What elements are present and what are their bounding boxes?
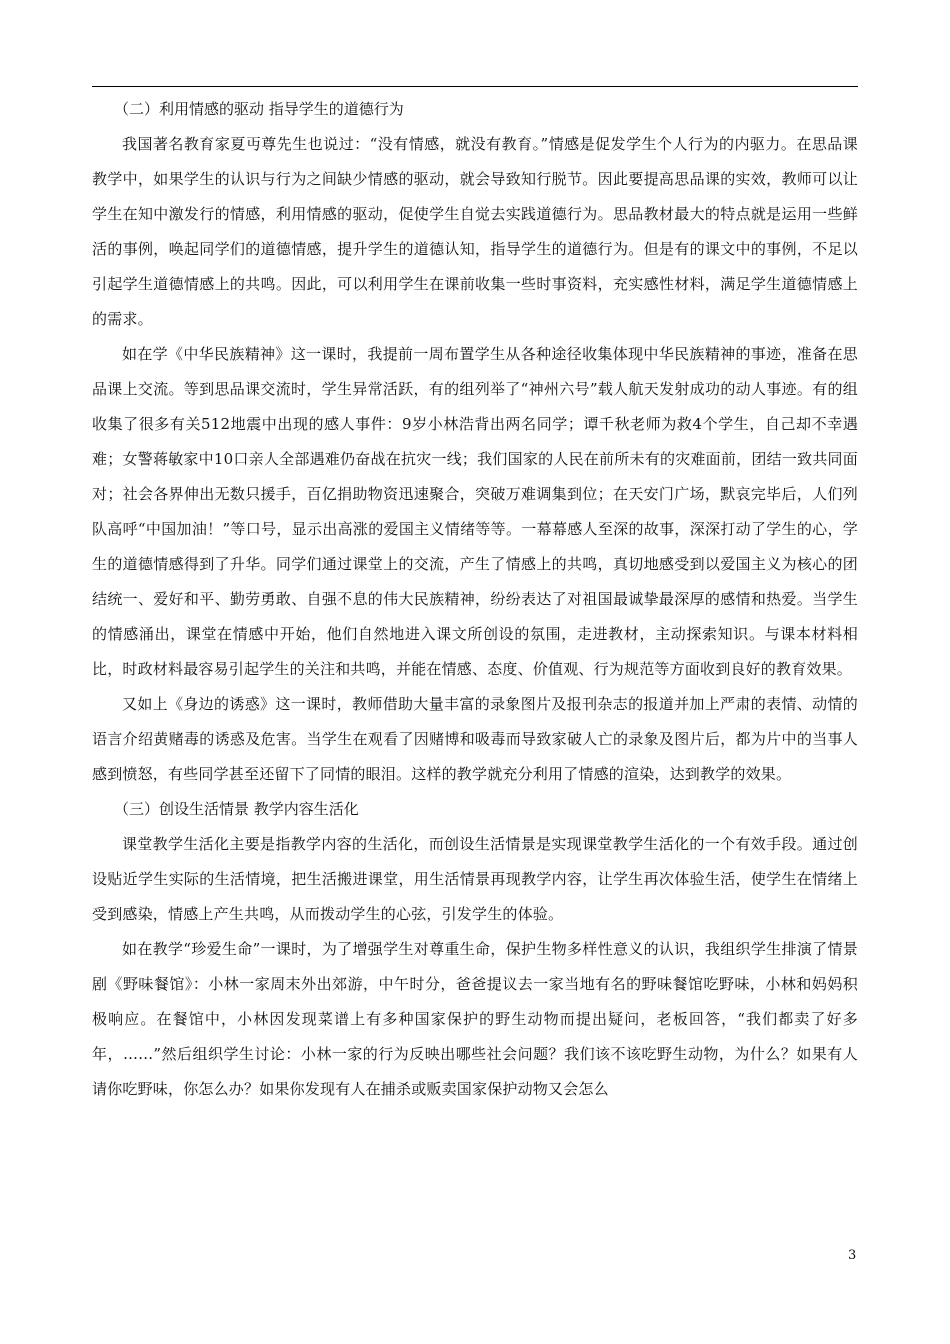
section-heading: （二）利用情感的驱动 指导学生的道德行为 <box>114 100 404 118</box>
section-3 <box>92 792 858 1107</box>
paragraph: 又如上《身边的诱惑》这一课时，教师借助大量丰富的录象图片及报刊杂志的报道并加上严肃的表情、动情的语言介绍黄赌毒的诱惑及危害。当学生在观看了因赌博和吸毒而导致家破人亡的录象及图片后，都为片中的当事人感到愤怒，有些同学甚至还留下了同情的眼泪。这样的教学就充分利用了情感的渲染，达到教学的效果。 <box>92 695 858 783</box>
document-body <box>92 92 858 1107</box>
header-rule <box>92 86 858 87</box>
section-2 <box>92 92 858 792</box>
paragraph: 课堂教学生活化主要是指教学内容的生活化，而创设生活情景是实现课堂教学生活化的一个有效手段。通过创设贴近学生实际的生活情境，把生活搬进课堂，用生活情景再现教学内容，让学生再次体验生活，使学生在情绪上受到感染，情感上产生共鸣，从而拨动学生的心弦，引发学生的体验。 <box>92 835 858 923</box>
paragraph: 我国著名教育家夏丏尊先生也说过：“没有情感，就没有教育。”情感是促发学生个人行为的内驱力。在思品课教学中，如果学生的认识与行为之间缺少情感的驱动，就会导致知行脱节。因此要提高思品课的实效，教师可以让学生在知中激发行的情感，利用情感的驱动，促使学生自觉去实践道德行为。思品教材最大的特点就是运用一些鲜活的事例，唤起同学们的道德情感，提升学生的道德认知，指导学生的道德行为。但是有的课文中的事例，不足以引起学生道德情感上的共鸣。因此，可以利用学生在课前收集一些时事资料，充实感性材料，满足学生道德情感上的需求。 <box>92 135 858 328</box>
paragraph: 如在教学“珍爱生命”一课时，为了增强学生对尊重生命，保护生物多样性意义的认识，我组织学生排演了情景剧《野味餐馆》：小林一家周末外出郊游，中午时分，爸爸提议去一家当地有名的野味餐馆吃野味，小林和妈妈积极响应。在餐馆中，小林因发现菜谱上有多种国家保护的野生动物而提出疑问，老板回答，“我们都卖了好多年，……”然后组织学生讨论：小林一家的行为反映出哪些社会问题？我们该不该吃野生动物，为什么？如果有人请你吃野味，你怎么办？如果你发现有人在捕杀或贩卖国家保护动物又会怎么 <box>92 940 858 1098</box>
page-number: 3 <box>848 1248 857 1263</box>
paragraph: 如在学《中华民族精神》这一课时，我提前一周布置学生从各种途径收集体现中华民族精神的事迹，准备在思品课上交流。等到思品课交流时，学生异常活跃，有的组列举了“神州六号”载人航天发射成功的动人事迹。有的组收集了很多有关512地震中出现的感人事件：9岁小林浩背出两名同学；谭千秋老师为救4个学生，自己却不幸遇难；女警蒋敏家中10口亲人全部遇难仍奋战在抗灾一线；我们国家的人民在前所未有的灾难面前，团结一致共同面对；社会各界伸出无数只援手，百亿捐助物资迅速聚合，突破万难调集到位；在天安门广场，默哀完毕后，人们列队高呼“中国加油！”等口号，显示出高涨的爱国主义情绪等等。一幕幕感人至深的故事，深深打动了学生的心，学生的道德情感得到了升华。同学们通过课堂上的交流，产生了情感上的共鸣，真切地感受到以爱国主义为核心的团结统一、爱好和平、勤劳勇敢、自强不息的伟大民族精神，纷纷表达了对祖国最诚挚最深厚的感情和热爱。当学生的情感涌出，课堂在情感中开始，他们自然地进入课文所创设的氛围，走进教材，主动探索知识。与课本材料相比，时政材料最容易引起学生的关注和共鸣，并能在情感、态度、价值观、行为规范等方面收到良好的教育效果。 <box>92 345 858 678</box>
section-heading: （三）创设生活情景 教学内容生活化 <box>114 800 359 818</box>
